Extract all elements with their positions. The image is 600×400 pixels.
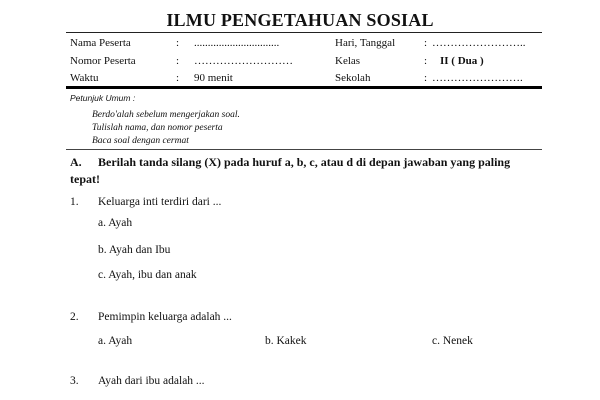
instruction-item: Tulislah nama, dan nomor peserta	[92, 123, 223, 133]
section-a-instruction-cont: tepat!	[70, 172, 100, 186]
answer-option: a. Ayah	[98, 335, 133, 347]
instruction-item: Baca soal dengan cermat	[92, 136, 189, 146]
question-text: Ayah dari ibu adalah ...	[98, 375, 205, 387]
hari-tanggal-value: ……………………..	[432, 37, 526, 49]
hari-tanggal-colon: :	[424, 37, 428, 49]
sekolah-colon: :	[424, 72, 428, 84]
answer-option: b. Ayah dan Ibu	[98, 244, 171, 256]
answer-option: c. Nenek	[432, 335, 473, 347]
sekolah-value: …………………….	[432, 72, 523, 84]
nama-peserta-value: ...............................	[194, 37, 280, 49]
title-divider	[66, 32, 542, 33]
answer-option: c. Ayah, ibu dan anak	[98, 269, 197, 281]
waktu-value: 90 menit	[194, 72, 233, 84]
answer-option: b. Kakek	[265, 335, 307, 347]
nomor-peserta-colon: :	[176, 55, 180, 67]
nomor-peserta-value: ………………………	[194, 55, 293, 67]
nama-peserta-colon: :	[176, 37, 180, 49]
question-number: 3.	[70, 375, 79, 387]
header-divider	[66, 86, 542, 89]
question-number: 2.	[70, 311, 79, 323]
question-number: 1.	[70, 196, 79, 208]
nama-peserta-label: Nama Peserta	[70, 37, 131, 49]
nomor-peserta-label: Nomor Peserta	[70, 55, 136, 67]
hari-tanggal-label: Hari, Tanggal	[335, 37, 396, 49]
kelas-colon: :	[424, 55, 428, 67]
waktu-colon: :	[176, 72, 180, 84]
instructions-heading: Petunjuk Umum :	[70, 93, 136, 103]
waktu-label: Waktu	[70, 72, 99, 84]
kelas-label: Kelas	[335, 55, 361, 67]
sekolah-label: Sekolah	[335, 72, 371, 84]
section-a-letter: A.	[70, 155, 82, 169]
section-a-instruction: Berilah tanda silang (X) pada huruf a, b, c, atau d di depan jawaban yang paling	[98, 155, 511, 169]
section-divider	[66, 149, 542, 150]
answer-option: a. Ayah	[98, 217, 133, 229]
instruction-item: Berdo'alah sebelum mengerjakan soal.	[92, 110, 240, 120]
page-title: ILMU PENGETAHUAN SOSIAL	[166, 10, 434, 30]
kelas-value: II ( Dua )	[440, 55, 484, 67]
question-text: Pemimpin keluarga adalah ...	[98, 311, 232, 323]
question-text: Keluarga inti terdiri dari ...	[98, 196, 222, 208]
